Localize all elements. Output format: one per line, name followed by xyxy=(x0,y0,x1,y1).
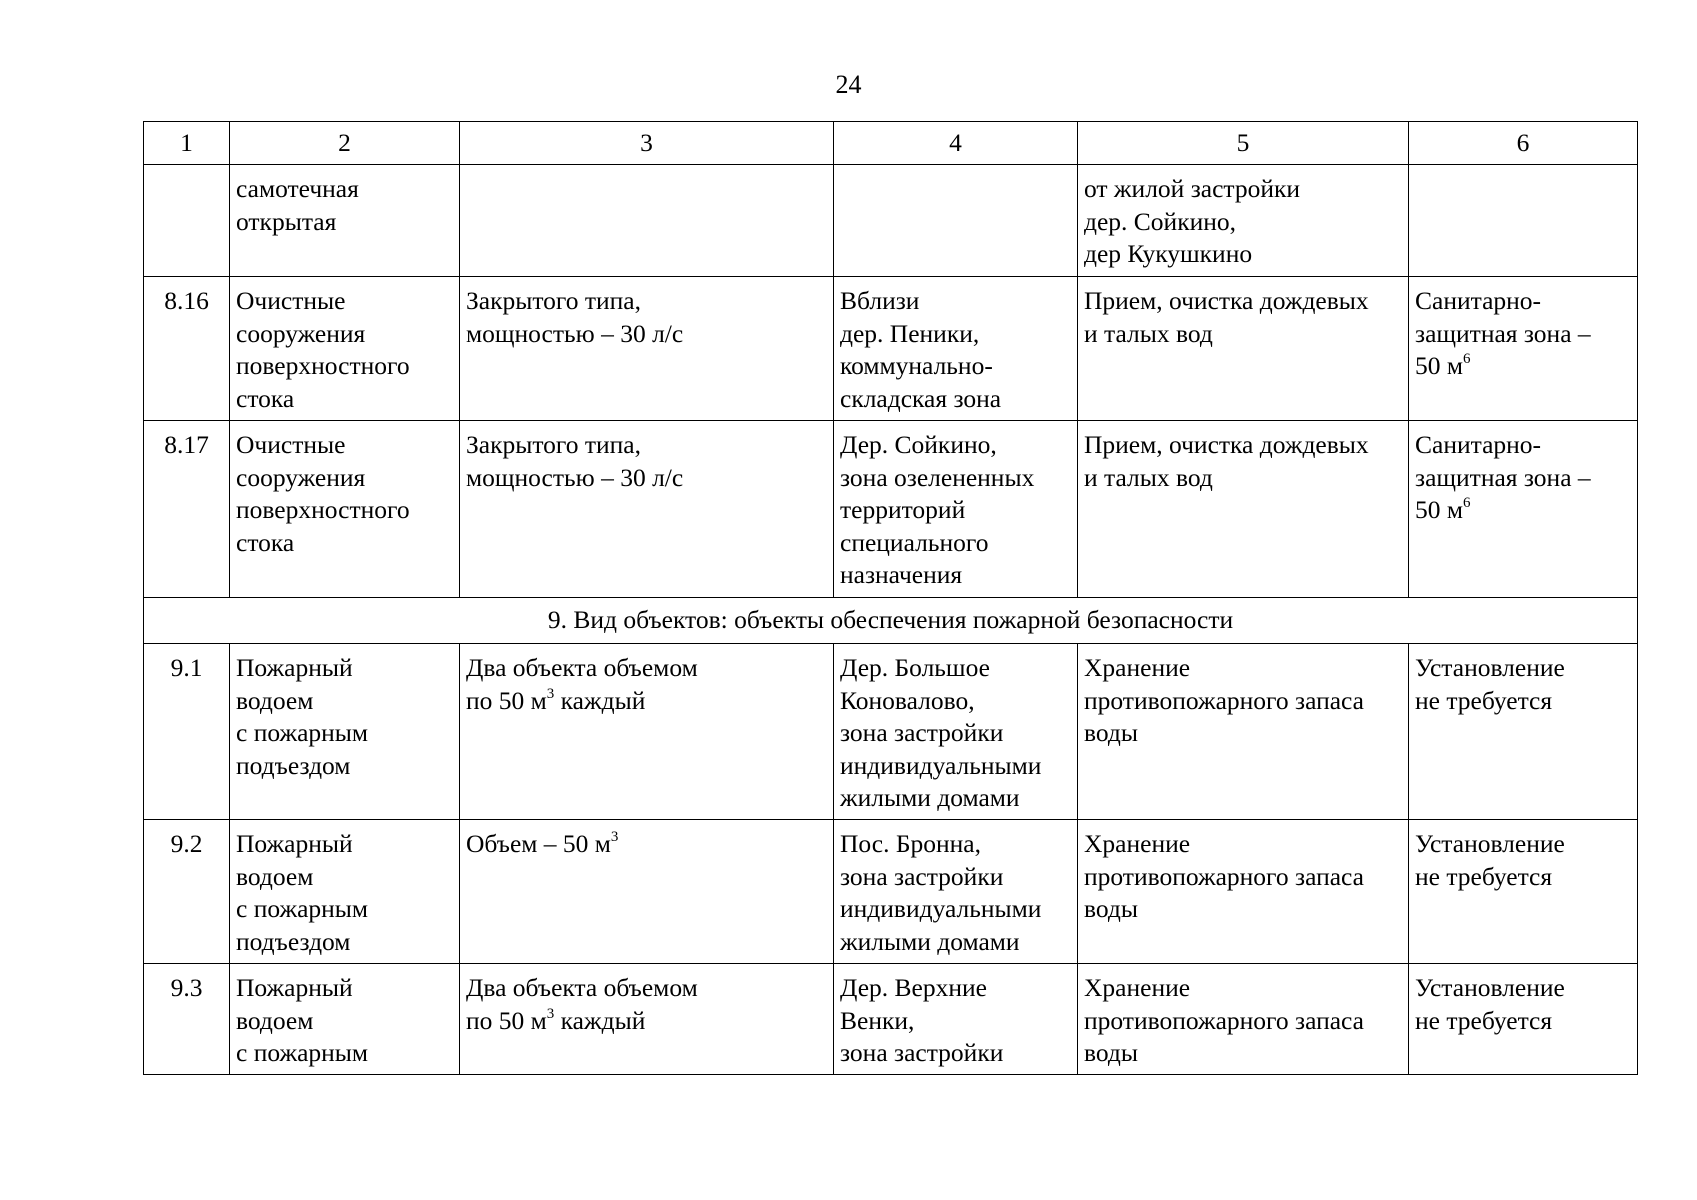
section-row xyxy=(144,598,1638,644)
function-cell: Хранение противопожарного запаса воды xyxy=(1078,820,1409,964)
row-number-cell: 8.16 xyxy=(144,277,230,421)
location-cell: Пос. Бронна, зона застройки индивидуальными жилыми домами xyxy=(834,820,1078,964)
header-cell: 3 xyxy=(460,122,834,165)
superscript: 3 xyxy=(546,1005,555,1022)
function-cell: Прием, очистка дождевых и талых вод xyxy=(1078,421,1409,598)
characteristics-cell xyxy=(460,964,834,1075)
location-cell: Дер. Верхние Венки, зона застройки xyxy=(834,964,1078,1075)
header-cell: 2 xyxy=(230,122,460,165)
characteristics-cell xyxy=(460,644,834,820)
zone-cell xyxy=(1409,277,1638,421)
table-row xyxy=(144,165,1638,277)
function-cell: Хранение противопожарного запаса воды xyxy=(1078,644,1409,820)
table-header-row xyxy=(144,122,1638,165)
location-cell: Вблизи дер. Пеники, коммунально- складская зона xyxy=(834,277,1078,421)
zone-text: Санитарно- защитная зона – 50 м xyxy=(1415,286,1591,380)
location-cell: Дер. Сойкино, зона озелененных территорий специального назначения xyxy=(834,421,1078,598)
characteristics-text: Два объекта объемом по 50 м xyxy=(466,973,698,1035)
object-name-cell: Очистные сооружения поверхностного стока xyxy=(230,421,460,598)
characteristics-text-after: каждый xyxy=(554,1005,646,1035)
row-number-cell xyxy=(144,165,230,277)
header-cell: 5 xyxy=(1078,122,1409,165)
table-row xyxy=(144,277,1638,421)
table-row xyxy=(144,421,1638,598)
footnote-mark: 6 xyxy=(1463,495,1471,511)
table-row xyxy=(144,964,1638,1075)
zone-cell xyxy=(1409,421,1638,598)
zone-cell: Установление не требуется xyxy=(1409,964,1638,1075)
zone-cell xyxy=(1409,165,1638,277)
object-name-cell: Пожарный водоем с пожарным подъездом xyxy=(230,820,460,964)
function-cell: Хранение противопожарного запаса воды xyxy=(1078,964,1409,1075)
table-row xyxy=(144,644,1638,820)
characteristics-cell: Закрытого типа, мощностью – 30 л/с xyxy=(460,277,834,421)
row-number-cell: 9.3 xyxy=(144,964,230,1075)
zone-text: Санитарно- защитная зона – 50 м xyxy=(1415,430,1591,524)
page-number: 24 xyxy=(835,70,862,99)
location-cell xyxy=(834,165,1078,277)
characteristics-cell: Закрытого типа, мощностью – 30 л/с xyxy=(460,421,834,598)
object-name-cell: Очистные сооружения поверхностного стока xyxy=(230,277,460,421)
function-cell: от жилой застройки дер. Сойкино, дер Кукушкино xyxy=(1078,165,1409,277)
characteristics-cell xyxy=(460,165,834,277)
characteristics-text: Два объекта объемом по 50 м xyxy=(466,653,698,715)
row-number-cell: 9.1 xyxy=(144,644,230,820)
superscript: 3 xyxy=(546,685,555,702)
header-cell: 1 xyxy=(144,122,230,165)
header-cell: 4 xyxy=(834,122,1078,165)
superscript: 3 xyxy=(610,829,619,845)
object-name-cell: Пожарный водоем с пожарным xyxy=(230,964,460,1075)
footnote-mark: 6 xyxy=(1463,351,1471,367)
function-cell: Прием, очистка дождевых и талых вод xyxy=(1078,277,1409,421)
object-name-cell: самотечная открытая xyxy=(230,165,460,277)
objects-table xyxy=(143,121,1638,1075)
characteristics-cell xyxy=(460,820,834,964)
characteristics-text-after: каждый xyxy=(554,685,646,715)
section-heading: 9. Вид объектов: объекты обеспечения пожарной безопасности xyxy=(144,598,1638,644)
table-row xyxy=(144,820,1638,964)
object-name-cell: Пожарный водоем с пожарным подъездом xyxy=(230,644,460,820)
header-cell: 6 xyxy=(1409,122,1638,165)
zone-cell: Установление не требуется xyxy=(1409,820,1638,964)
row-number-cell: 9.2 xyxy=(144,820,230,964)
row-number-cell: 8.17 xyxy=(144,421,230,598)
zone-cell: Установление не требуется xyxy=(1409,644,1638,820)
location-cell: Дер. Большое Коновалово, зона застройки индивидуальными жилыми домами xyxy=(834,644,1078,820)
characteristics-text: Объем – 50 м xyxy=(466,829,611,858)
